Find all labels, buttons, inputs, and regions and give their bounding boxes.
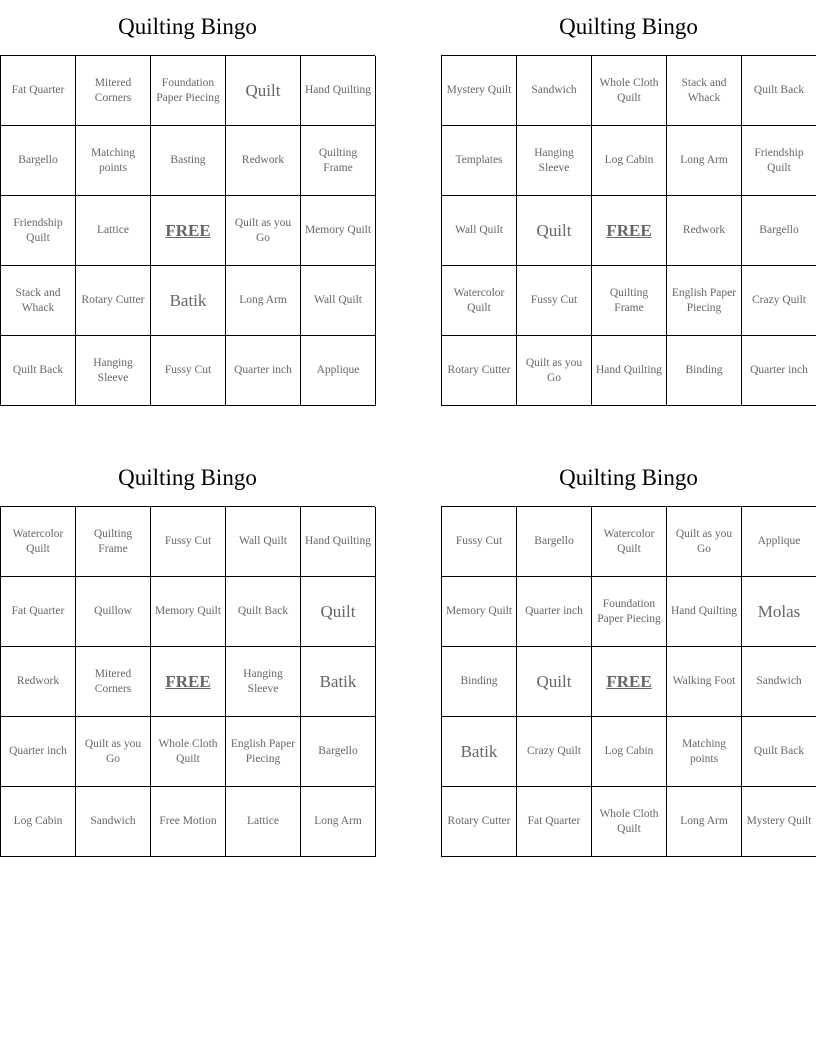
bingo-cell: Molas — [742, 577, 816, 647]
bingo-cell: Long Arm — [301, 787, 376, 857]
bingo-cell: Crazy Quilt — [742, 266, 816, 336]
bingo-cell: Fussy Cut — [442, 507, 517, 577]
bingo-cell: Quarter inch — [226, 336, 301, 406]
bingo-cell: Quillow — [76, 577, 151, 647]
card-title: Quilting Bingo — [118, 465, 257, 490]
free-space-cell: FREE — [592, 196, 667, 266]
bingo-cell: Matching points — [667, 717, 742, 787]
bingo-card-2 — [441, 0, 816, 406]
bingo-cell: Memory Quilt — [301, 196, 376, 266]
bingo-cell: Bargello — [742, 196, 816, 266]
bingo-cell: Sandwich — [742, 647, 816, 717]
bingo-cell: Friendship Quilt — [742, 126, 816, 196]
bingo-cell: Long Arm — [667, 126, 742, 196]
bingo-cell: Watercolor Quilt — [592, 507, 667, 577]
bingo-cell: Friendship Quilt — [1, 196, 76, 266]
bingo-cell: Mystery Quilt — [742, 787, 816, 857]
bingo-cell: Hanging Sleeve — [76, 336, 151, 406]
bingo-cell: Hand Quilting — [301, 507, 376, 577]
bingo-cell: Wall Quilt — [226, 507, 301, 577]
bingo-cell: English Paper Piecing — [226, 717, 301, 787]
card-title: Quilting Bingo — [559, 14, 698, 39]
bingo-cell: Stack and Whack — [667, 56, 742, 126]
bingo-cell: Sandwich — [76, 787, 151, 857]
card-title: Quilting Bingo — [559, 465, 698, 490]
bingo-cell: Wall Quilt — [301, 266, 376, 336]
bingo-cell: Quilt — [517, 196, 592, 266]
bingo-cell: Fat Quarter — [1, 577, 76, 647]
bingo-cell: Crazy Quilt — [517, 717, 592, 787]
bingo-cell: Binding — [442, 647, 517, 717]
bingo-cell: Redwork — [1, 647, 76, 717]
bingo-cell: Whole Cloth Quilt — [592, 56, 667, 126]
bingo-cell: Batik — [151, 266, 226, 336]
bingo-cell: Foundation Paper Piecing — [592, 577, 667, 647]
bingo-cell: Basting — [151, 126, 226, 196]
bingo-cell: Long Arm — [226, 266, 301, 336]
bingo-cell: Log Cabin — [592, 126, 667, 196]
bingo-cell: Hand Quilting — [301, 56, 376, 126]
bingo-cell: Fussy Cut — [151, 507, 226, 577]
bingo-cell: Hand Quilting — [667, 577, 742, 647]
bingo-cell: Bargello — [1, 126, 76, 196]
bingo-cell: Redwork — [226, 126, 301, 196]
bingo-cell: Walking Foot — [667, 647, 742, 717]
bingo-cell: Whole Cloth Quilt — [151, 717, 226, 787]
bingo-cell: Watercolor Quilt — [442, 266, 517, 336]
bingo-cell: Long Arm — [667, 787, 742, 857]
free-space-cell: FREE — [151, 647, 226, 717]
bingo-cell: Fussy Cut — [151, 336, 226, 406]
bingo-cell: Quarter inch — [1, 717, 76, 787]
bingo-cell: Quilt — [517, 647, 592, 717]
bingo-cell: Mystery Quilt — [442, 56, 517, 126]
bingo-cell: Quarter inch — [517, 577, 592, 647]
bingo-cell: English Paper Piecing — [667, 266, 742, 336]
bingo-cell: Binding — [667, 336, 742, 406]
bingo-cell: Bargello — [517, 507, 592, 577]
bingo-cell: Memory Quilt — [151, 577, 226, 647]
bingo-cell: Quilting Frame — [76, 507, 151, 577]
bingo-cell: Rotary Cutter — [76, 266, 151, 336]
bingo-cell: Quilt — [301, 577, 376, 647]
bingo-cell: Log Cabin — [592, 717, 667, 787]
bingo-card-1 — [0, 0, 375, 406]
bingo-cell: Quilting Frame — [301, 126, 376, 196]
bingo-cell: Hanging Sleeve — [517, 126, 592, 196]
bingo-cell: Fat Quarter — [517, 787, 592, 857]
bingo-grid — [441, 506, 816, 857]
bingo-cell: Lattice — [226, 787, 301, 857]
bingo-cell: Bargello — [301, 717, 376, 787]
bingo-cell: Redwork — [667, 196, 742, 266]
bingo-cell: Fussy Cut — [517, 266, 592, 336]
bingo-cell: Quilt as you Go — [667, 507, 742, 577]
bingo-grid — [0, 506, 375, 857]
bingo-cell: Stack and Whack — [1, 266, 76, 336]
bingo-cell: Hand Quilting — [592, 336, 667, 406]
bingo-cell: Quilt as you Go — [226, 196, 301, 266]
bingo-cell: Wall Quilt — [442, 196, 517, 266]
bingo-cell: Batik — [442, 717, 517, 787]
bingo-cell: Quilt Back — [742, 717, 816, 787]
bingo-cell: Whole Cloth Quilt — [592, 787, 667, 857]
bingo-cell: Fat Quarter — [1, 56, 76, 126]
bingo-cell: Watercolor Quilt — [1, 507, 76, 577]
bingo-cell: Quarter inch — [742, 336, 816, 406]
bingo-cell: Applique — [301, 336, 376, 406]
bingo-grid — [441, 55, 816, 406]
bingo-cell: Foundation Paper Piecing — [151, 56, 226, 126]
bingo-cell: Batik — [301, 647, 376, 717]
bingo-cell: Log Cabin — [1, 787, 76, 857]
bingo-cell: Quilt — [226, 56, 301, 126]
bingo-cell: Quilt as you Go — [517, 336, 592, 406]
bingo-cell: Templates — [442, 126, 517, 196]
bingo-cell: Quilt Back — [226, 577, 301, 647]
bingo-cell: Quilt Back — [742, 56, 816, 126]
bingo-cell: Quilting Frame — [592, 266, 667, 336]
bingo-cell: Matching points — [76, 126, 151, 196]
bingo-cell: Applique — [742, 507, 816, 577]
bingo-cell: Mitered Corners — [76, 647, 151, 717]
bingo-cell: Hanging Sleeve — [226, 647, 301, 717]
free-space-cell: FREE — [151, 196, 226, 266]
bingo-cell: Sandwich — [517, 56, 592, 126]
bingo-cell: Lattice — [76, 196, 151, 266]
bingo-cell: Mitered Corners — [76, 56, 151, 126]
bingo-cell: Quilt Back — [1, 336, 76, 406]
bingo-grid — [0, 55, 375, 406]
bingo-card-3 — [0, 451, 375, 857]
bingo-cell: Rotary Cutter — [442, 336, 517, 406]
bingo-cell: Rotary Cutter — [442, 787, 517, 857]
bingo-card-4 — [441, 451, 816, 857]
card-title: Quilting Bingo — [118, 14, 257, 39]
bingo-cell: Quilt as you Go — [76, 717, 151, 787]
free-space-cell: FREE — [592, 647, 667, 717]
bingo-cell: Free Motion — [151, 787, 226, 857]
bingo-cell: Memory Quilt — [442, 577, 517, 647]
